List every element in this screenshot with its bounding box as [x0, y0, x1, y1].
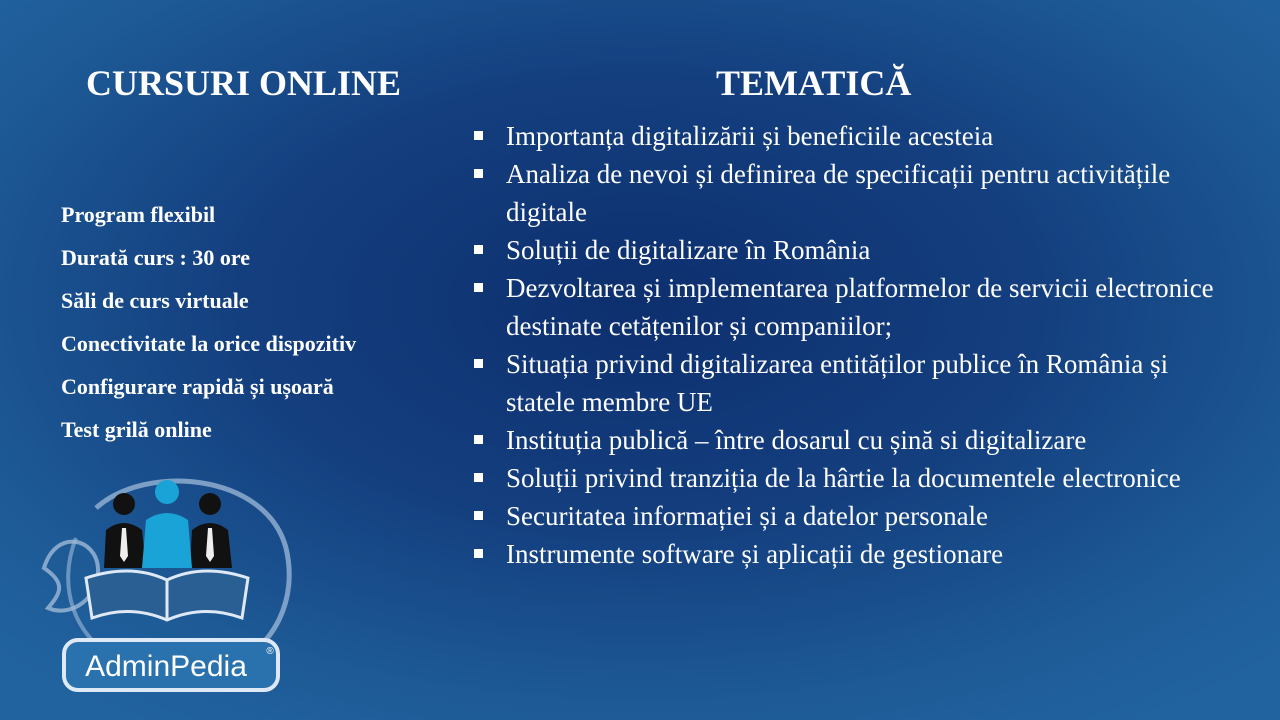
topic-item — [472, 117, 1232, 155]
adminpedia-logo — [36, 468, 298, 700]
topic-item — [472, 269, 1232, 345]
topic-text: Soluții privind tranziția de la hârtie la documentele electronice — [506, 463, 1181, 493]
square-bullet-icon — [474, 283, 483, 292]
topic-text: Dezvoltarea și implementarea platformelor de servicii electronice destinate cetățenilor și companiilor; — [506, 273, 1214, 341]
square-bullet-icon — [474, 473, 483, 482]
square-bullet-icon — [474, 549, 483, 558]
square-bullet-icon — [474, 131, 483, 140]
topic-item — [472, 497, 1232, 535]
topic-item — [472, 535, 1232, 573]
feature-item: Program flexibil — [61, 202, 216, 227]
topic-text: Instrumente software și aplicații de gestionare — [506, 539, 1004, 569]
square-bullet-icon — [474, 511, 483, 520]
features-list — [61, 200, 356, 458]
square-bullet-icon — [474, 435, 483, 444]
topic-item — [472, 345, 1232, 421]
logo-text: AdminPedia — [85, 650, 247, 683]
feature-item: Săli de curs virtuale — [61, 288, 249, 313]
square-bullet-icon — [474, 359, 483, 368]
topic-text: Securitatea informației și a datelor personale — [506, 501, 989, 531]
topic-text: Analiza de nevoi și definirea de specificații pentru activitățile digitale — [506, 159, 1171, 227]
topic-text: Instituția publică – între dosarul cu șină si digitalizare — [506, 425, 1087, 455]
feature-item: Test grilă online — [61, 417, 212, 442]
topic-item — [472, 459, 1232, 497]
square-bullet-icon — [474, 169, 483, 178]
feature-item: Durată curs : 30 ore — [61, 245, 250, 270]
topics-list — [472, 117, 1232, 573]
topic-text: Soluții de digitalizare în România — [506, 235, 871, 265]
topic-item — [472, 421, 1232, 459]
topic-text: Importanța digitalizării și beneficiile acesteia — [506, 121, 994, 151]
topic-item — [472, 155, 1232, 231]
feature-item: Conectivitate la orice dispozitiv — [61, 331, 357, 356]
square-bullet-icon — [474, 245, 483, 254]
courses-title: CURSURI ONLINE — [86, 63, 402, 103]
topic-text: Situația privind digitalizarea entităților publice în România și statele membre UE — [506, 349, 1169, 417]
feature-item: Configurare rapidă și ușoară — [61, 374, 334, 399]
topics-title: TEMATICĂ — [716, 63, 912, 103]
topic-item — [472, 231, 1232, 269]
registered-mark: ® — [266, 646, 274, 657]
